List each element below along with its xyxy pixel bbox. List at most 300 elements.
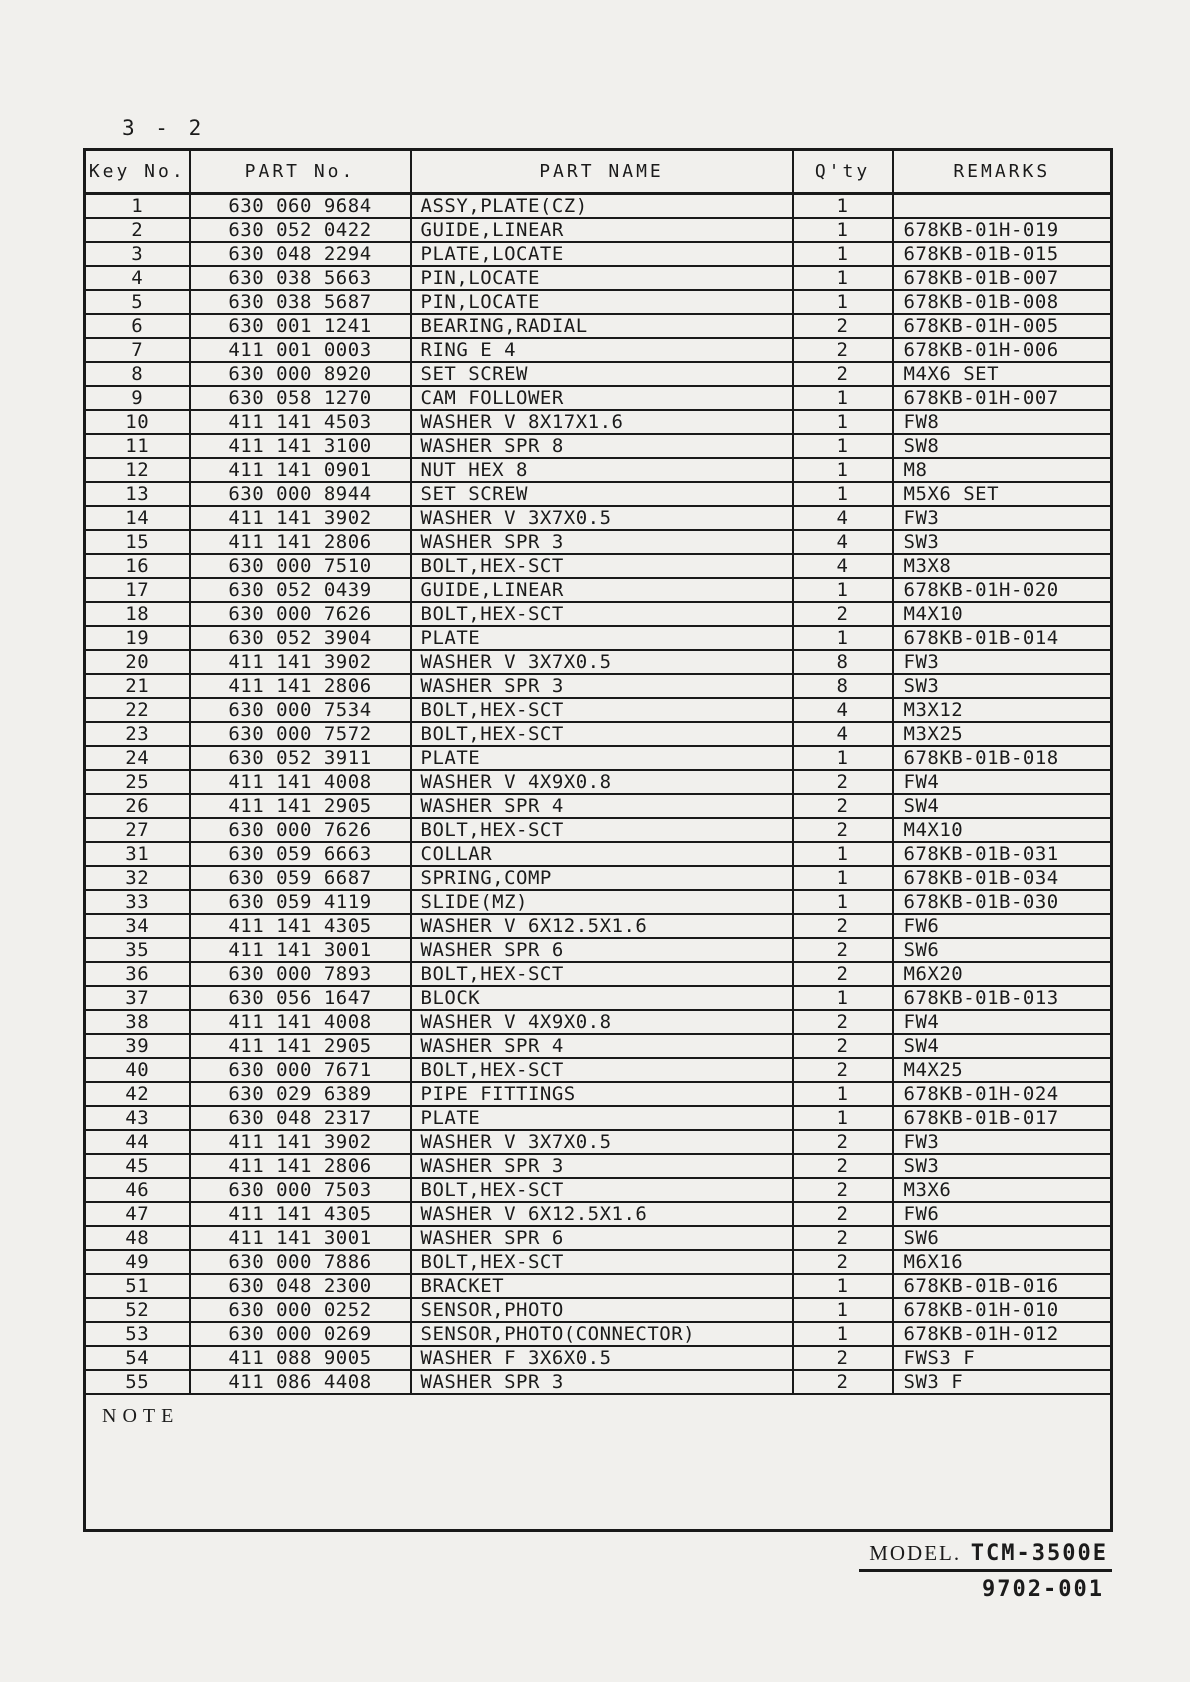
part-name-cell: BOLT,HEX-SCT [411, 818, 793, 842]
qty-cell: 1 [793, 890, 893, 914]
remarks-cell: M4X10 [893, 602, 1112, 626]
part-name-cell: BOLT,HEX-SCT [411, 1178, 793, 1202]
key-no-cell: 49 [85, 1250, 190, 1274]
remarks-cell: 678KB-01B-015 [893, 242, 1112, 266]
table-row [85, 410, 1112, 434]
remarks-cell: 678KB-01B-007 [893, 266, 1112, 290]
part-no-cell: 411 001 0003 [190, 338, 411, 362]
part-no-cell: 630 000 8944 [190, 482, 411, 506]
key-no-cell: 55 [85, 1370, 190, 1394]
qty-cell: 2 [793, 1154, 893, 1178]
part-no-cell: 630 056 1647 [190, 986, 411, 1010]
remarks-cell: M6X20 [893, 962, 1112, 986]
remarks-cell: 678KB-01B-017 [893, 1106, 1112, 1130]
part-no-cell: 630 059 6663 [190, 842, 411, 866]
qty-cell: 4 [793, 722, 893, 746]
key-no-cell: 47 [85, 1202, 190, 1226]
remarks-cell: 678KB-01H-012 [893, 1322, 1112, 1346]
part-no-cell: 411 141 2905 [190, 1034, 411, 1058]
note-label: NOTE [85, 1394, 1112, 1530]
part-name-cell: BOLT,HEX-SCT [411, 1058, 793, 1082]
part-no-cell: 630 000 0269 [190, 1322, 411, 1346]
table-row [85, 1106, 1112, 1130]
remarks-cell: SW6 [893, 1226, 1112, 1250]
key-no-cell: 44 [85, 1130, 190, 1154]
part-name-cell: WASHER V 3X7X0.5 [411, 650, 793, 674]
part-name-cell: WASHER SPR 6 [411, 1226, 793, 1250]
key-no-cell: 2 [85, 218, 190, 242]
model-line [859, 1541, 1112, 1572]
qty-cell: 8 [793, 674, 893, 698]
key-no-cell: 23 [85, 722, 190, 746]
qty-cell: 2 [793, 602, 893, 626]
part-no-cell: 630 000 7534 [190, 698, 411, 722]
part-no-cell: 630 052 3904 [190, 626, 411, 650]
part-name-cell: NUT HEX 8 [411, 458, 793, 482]
table-row [85, 1154, 1112, 1178]
part-no-cell: 411 086 4408 [190, 1370, 411, 1394]
part-name-cell: SENSOR,PHOTO(CONNECTOR) [411, 1322, 793, 1346]
part-no-cell: 630 052 0422 [190, 218, 411, 242]
part-name-cell: WASHER V 6X12.5X1.6 [411, 914, 793, 938]
table-row [85, 602, 1112, 626]
table-row [85, 578, 1112, 602]
remarks-cell: M4X10 [893, 818, 1112, 842]
model-label: MODEL. [869, 1541, 962, 1565]
part-name-cell: RING E 4 [411, 338, 793, 362]
part-no-cell: 630 052 0439 [190, 578, 411, 602]
header-part-name: PART NAME [411, 150, 793, 194]
header-qty: Q'ty [793, 150, 893, 194]
table-row [85, 362, 1112, 386]
part-no-cell: 411 141 4305 [190, 1202, 411, 1226]
header-key-no: Key No. [85, 150, 190, 194]
remarks-cell: 678KB-01B-030 [893, 890, 1112, 914]
key-no-cell: 54 [85, 1346, 190, 1370]
remarks-cell: M6X16 [893, 1250, 1112, 1274]
qty-cell: 2 [793, 1178, 893, 1202]
note-row [85, 1394, 1112, 1530]
qty-cell: 8 [793, 650, 893, 674]
part-name-cell: WASHER V 4X9X0.8 [411, 770, 793, 794]
remarks-cell: FWS3 F [893, 1346, 1112, 1370]
qty-cell: 2 [793, 338, 893, 362]
qty-cell: 2 [793, 1010, 893, 1034]
part-no-cell: 630 048 2300 [190, 1274, 411, 1298]
key-no-cell: 22 [85, 698, 190, 722]
qty-cell: 2 [793, 1370, 893, 1394]
remarks-cell: 678KB-01H-007 [893, 386, 1112, 410]
key-no-cell: 48 [85, 1226, 190, 1250]
table-row [85, 1370, 1112, 1394]
part-no-cell: 630 001 1241 [190, 314, 411, 338]
qty-cell: 2 [793, 914, 893, 938]
part-name-cell: GUIDE,LINEAR [411, 218, 793, 242]
part-no-cell: 630 000 0252 [190, 1298, 411, 1322]
part-name-cell: BOLT,HEX-SCT [411, 602, 793, 626]
part-no-cell: 411 141 3902 [190, 650, 411, 674]
qty-cell: 4 [793, 506, 893, 530]
key-no-cell: 46 [85, 1178, 190, 1202]
remarks-cell: SW6 [893, 938, 1112, 962]
remarks-cell: M8 [893, 458, 1112, 482]
part-name-cell: BOLT,HEX-SCT [411, 962, 793, 986]
part-no-cell: 630 048 2317 [190, 1106, 411, 1130]
part-no-cell: 630 000 7572 [190, 722, 411, 746]
part-name-cell: BOLT,HEX-SCT [411, 698, 793, 722]
table-row [85, 242, 1112, 266]
key-no-cell: 17 [85, 578, 190, 602]
remarks-cell: 678KB-01B-013 [893, 986, 1112, 1010]
page-number: 3 - 2 [122, 116, 206, 140]
part-no-cell: 630 000 7626 [190, 602, 411, 626]
table-row [85, 506, 1112, 530]
qty-cell: 4 [793, 530, 893, 554]
remarks-cell: FW6 [893, 914, 1112, 938]
parts-table [83, 148, 1113, 1532]
part-name-cell: GUIDE,LINEAR [411, 578, 793, 602]
key-no-cell: 24 [85, 746, 190, 770]
remarks-cell: M3X12 [893, 698, 1112, 722]
qty-cell: 1 [793, 866, 893, 890]
part-name-cell: SLIDE(MZ) [411, 890, 793, 914]
key-no-cell: 11 [85, 434, 190, 458]
qty-cell: 1 [793, 386, 893, 410]
remarks-cell: FW3 [893, 506, 1112, 530]
table-footer [85, 1394, 1112, 1530]
key-no-cell: 9 [85, 386, 190, 410]
qty-cell: 2 [793, 1346, 893, 1370]
key-no-cell: 26 [85, 794, 190, 818]
part-name-cell: CAM FOLLOWER [411, 386, 793, 410]
part-name-cell: WASHER SPR 4 [411, 1034, 793, 1058]
remarks-cell: SW8 [893, 434, 1112, 458]
key-no-cell: 40 [85, 1058, 190, 1082]
table-row [85, 458, 1112, 482]
qty-cell: 1 [793, 746, 893, 770]
key-no-cell: 45 [85, 1154, 190, 1178]
table-row [85, 674, 1112, 698]
qty-cell: 1 [793, 1298, 893, 1322]
qty-cell: 1 [793, 410, 893, 434]
key-no-cell: 12 [85, 458, 190, 482]
table-row [85, 794, 1112, 818]
part-no-cell: 630 000 8920 [190, 362, 411, 386]
part-no-cell: 630 038 5687 [190, 290, 411, 314]
remarks-cell: M4X6 SET [893, 362, 1112, 386]
part-name-cell: WASHER SPR 8 [411, 434, 793, 458]
remarks-cell: SW4 [893, 1034, 1112, 1058]
qty-cell: 1 [793, 1274, 893, 1298]
remarks-cell: 678KB-01H-024 [893, 1082, 1112, 1106]
table-row [85, 938, 1112, 962]
qty-cell: 1 [793, 842, 893, 866]
qty-cell: 2 [793, 938, 893, 962]
table-row [85, 1226, 1112, 1250]
key-no-cell: 51 [85, 1274, 190, 1298]
qty-cell: 2 [793, 1226, 893, 1250]
key-no-cell: 52 [85, 1298, 190, 1322]
table-row [85, 986, 1112, 1010]
part-name-cell: BOLT,HEX-SCT [411, 1250, 793, 1274]
remarks-cell: FW4 [893, 770, 1112, 794]
part-no-cell: 630 052 3911 [190, 746, 411, 770]
key-no-cell: 35 [85, 938, 190, 962]
qty-cell: 1 [793, 1082, 893, 1106]
table-row [85, 266, 1112, 290]
key-no-cell: 21 [85, 674, 190, 698]
remarks-cell: 678KB-01B-034 [893, 866, 1112, 890]
part-no-cell: 630 000 7503 [190, 1178, 411, 1202]
key-no-cell: 33 [85, 890, 190, 914]
table-row [85, 1202, 1112, 1226]
qty-cell: 1 [793, 266, 893, 290]
part-name-cell: SET SCREW [411, 482, 793, 506]
remarks-cell: SW3 [893, 674, 1112, 698]
part-no-cell: 411 141 3902 [190, 506, 411, 530]
key-no-cell: 31 [85, 842, 190, 866]
qty-cell: 1 [793, 242, 893, 266]
part-no-cell: 630 000 7671 [190, 1058, 411, 1082]
part-no-cell: 411 141 4008 [190, 770, 411, 794]
key-no-cell: 25 [85, 770, 190, 794]
part-name-cell: BOLT,HEX-SCT [411, 554, 793, 578]
part-name-cell: PIN,LOCATE [411, 290, 793, 314]
remarks-cell: SW3 [893, 530, 1112, 554]
part-no-cell: 630 048 2294 [190, 242, 411, 266]
qty-cell: 1 [793, 626, 893, 650]
qty-cell: 1 [793, 458, 893, 482]
part-name-cell: BEARING,RADIAL [411, 314, 793, 338]
qty-cell: 1 [793, 482, 893, 506]
part-no-cell: 630 059 6687 [190, 866, 411, 890]
table-row [85, 650, 1112, 674]
table-row [85, 314, 1112, 338]
qty-cell: 2 [793, 770, 893, 794]
qty-cell: 1 [793, 578, 893, 602]
table-row [85, 1010, 1112, 1034]
part-name-cell: WASHER V 3X7X0.5 [411, 1130, 793, 1154]
qty-cell: 1 [793, 1322, 893, 1346]
key-no-cell: 10 [85, 410, 190, 434]
part-no-cell: 411 141 2806 [190, 530, 411, 554]
qty-cell: 2 [793, 1202, 893, 1226]
table-row [85, 770, 1112, 794]
part-name-cell: BOLT,HEX-SCT [411, 722, 793, 746]
part-name-cell: WASHER SPR 3 [411, 1154, 793, 1178]
qty-cell: 2 [793, 314, 893, 338]
part-no-cell: 411 141 2806 [190, 674, 411, 698]
part-name-cell: WASHER V 3X7X0.5 [411, 506, 793, 530]
remarks-cell: 678KB-01H-010 [893, 1298, 1112, 1322]
remarks-cell [893, 194, 1112, 219]
table-row [85, 1298, 1112, 1322]
part-no-cell: 411 141 4305 [190, 914, 411, 938]
table-row [85, 386, 1112, 410]
key-no-cell: 14 [85, 506, 190, 530]
qty-cell: 1 [793, 218, 893, 242]
part-name-cell: SET SCREW [411, 362, 793, 386]
qty-cell: 4 [793, 554, 893, 578]
qty-cell: 2 [793, 962, 893, 986]
key-no-cell: 38 [85, 1010, 190, 1034]
key-no-cell: 27 [85, 818, 190, 842]
remarks-cell: SW4 [893, 794, 1112, 818]
key-no-cell: 37 [85, 986, 190, 1010]
qty-cell: 1 [793, 290, 893, 314]
table-row [85, 218, 1112, 242]
part-no-cell: 411 141 3001 [190, 938, 411, 962]
part-name-cell: PLATE [411, 626, 793, 650]
table-row [85, 818, 1112, 842]
part-name-cell: PIPE FITTINGS [411, 1082, 793, 1106]
part-name-cell: WASHER SPR 4 [411, 794, 793, 818]
part-name-cell: ASSY,PLATE(CZ) [411, 194, 793, 219]
table-row [85, 530, 1112, 554]
remarks-cell: FW6 [893, 1202, 1112, 1226]
table-row [85, 842, 1112, 866]
key-no-cell: 5 [85, 290, 190, 314]
qty-cell: 1 [793, 434, 893, 458]
part-no-cell: 411 141 0901 [190, 458, 411, 482]
part-name-cell: WASHER V 8X17X1.6 [411, 410, 793, 434]
part-no-cell: 630 000 7886 [190, 1250, 411, 1274]
key-no-cell: 34 [85, 914, 190, 938]
table-body [85, 194, 1112, 1395]
remarks-cell: FW3 [893, 650, 1112, 674]
part-no-cell: 411 141 4008 [190, 1010, 411, 1034]
remarks-cell: 678KB-01H-006 [893, 338, 1112, 362]
table-row [85, 1130, 1112, 1154]
table-row [85, 1250, 1112, 1274]
qty-cell: 1 [793, 1106, 893, 1130]
remarks-cell: 678KB-01B-008 [893, 290, 1112, 314]
key-no-cell: 18 [85, 602, 190, 626]
part-no-cell: 411 141 3100 [190, 434, 411, 458]
part-name-cell: WASHER V 6X12.5X1.6 [411, 1202, 793, 1226]
table-row [85, 626, 1112, 650]
header-part-no: PART No. [190, 150, 411, 194]
table-row [85, 1034, 1112, 1058]
part-no-cell: 630 000 7893 [190, 962, 411, 986]
part-name-cell: PLATE [411, 1106, 793, 1130]
remarks-cell: 678KB-01B-031 [893, 842, 1112, 866]
remarks-cell: 678KB-01H-019 [893, 218, 1112, 242]
part-name-cell: PLATE [411, 746, 793, 770]
part-no-cell: 411 141 2905 [190, 794, 411, 818]
table-row [85, 914, 1112, 938]
table-row [85, 194, 1112, 219]
remarks-cell: 678KB-01B-018 [893, 746, 1112, 770]
table-row [85, 338, 1112, 362]
qty-cell: 2 [793, 362, 893, 386]
key-no-cell: 36 [85, 962, 190, 986]
remarks-cell: M4X25 [893, 1058, 1112, 1082]
part-name-cell: PLATE,LOCATE [411, 242, 793, 266]
part-name-cell: PIN,LOCATE [411, 266, 793, 290]
key-no-cell: 13 [85, 482, 190, 506]
part-no-cell: 630 000 7626 [190, 818, 411, 842]
qty-cell: 2 [793, 794, 893, 818]
qty-cell: 1 [793, 986, 893, 1010]
part-name-cell: SENSOR,PHOTO [411, 1298, 793, 1322]
remarks-cell: M3X25 [893, 722, 1112, 746]
header-remarks: REMARKS [893, 150, 1112, 194]
table-row [85, 1322, 1112, 1346]
table-row [85, 746, 1112, 770]
remarks-cell: FW4 [893, 1010, 1112, 1034]
key-no-cell: 4 [85, 266, 190, 290]
part-no-cell: 630 029 6389 [190, 1082, 411, 1106]
qty-cell: 2 [793, 1034, 893, 1058]
part-no-cell: 411 141 2806 [190, 1154, 411, 1178]
table-row [85, 1082, 1112, 1106]
key-no-cell: 15 [85, 530, 190, 554]
model-value: TCM-3500E [970, 1541, 1108, 1566]
part-name-cell: COLLAR [411, 842, 793, 866]
part-no-cell: 630 058 1270 [190, 386, 411, 410]
key-no-cell: 3 [85, 242, 190, 266]
key-no-cell: 16 [85, 554, 190, 578]
part-name-cell: WASHER SPR 6 [411, 938, 793, 962]
doc-number: 9702-001 [982, 1577, 1104, 1602]
key-no-cell: 39 [85, 1034, 190, 1058]
remarks-cell: 678KB-01H-005 [893, 314, 1112, 338]
table-row [85, 890, 1112, 914]
key-no-cell: 1 [85, 194, 190, 219]
part-name-cell: SPRING,COMP [411, 866, 793, 890]
model-block [859, 1541, 1112, 1602]
key-no-cell: 19 [85, 626, 190, 650]
key-no-cell: 20 [85, 650, 190, 674]
key-no-cell: 53 [85, 1322, 190, 1346]
remarks-cell: 678KB-01B-016 [893, 1274, 1112, 1298]
part-name-cell: BRACKET [411, 1274, 793, 1298]
remarks-cell: SW3 [893, 1154, 1112, 1178]
part-no-cell: 411 141 4503 [190, 410, 411, 434]
table-row [85, 434, 1112, 458]
part-no-cell: 630 000 7510 [190, 554, 411, 578]
qty-cell: 4 [793, 698, 893, 722]
key-no-cell: 32 [85, 866, 190, 890]
key-no-cell: 7 [85, 338, 190, 362]
table-row [85, 1058, 1112, 1082]
part-name-cell: BLOCK [411, 986, 793, 1010]
table-row [85, 554, 1112, 578]
part-no-cell: 411 088 9005 [190, 1346, 411, 1370]
key-no-cell: 42 [85, 1082, 190, 1106]
table-row [85, 962, 1112, 986]
remarks-cell: M3X8 [893, 554, 1112, 578]
key-no-cell: 8 [85, 362, 190, 386]
table-row [85, 866, 1112, 890]
part-name-cell: WASHER V 4X9X0.8 [411, 1010, 793, 1034]
remarks-cell: FW8 [893, 410, 1112, 434]
part-no-cell: 411 141 3001 [190, 1226, 411, 1250]
qty-cell: 2 [793, 1130, 893, 1154]
part-no-cell: 411 141 3902 [190, 1130, 411, 1154]
key-no-cell: 43 [85, 1106, 190, 1130]
table-row [85, 290, 1112, 314]
remarks-cell: FW3 [893, 1130, 1112, 1154]
remarks-cell: M5X6 SET [893, 482, 1112, 506]
table-row [85, 1274, 1112, 1298]
remarks-cell: 678KB-01H-020 [893, 578, 1112, 602]
table-row [85, 1178, 1112, 1202]
part-name-cell: WASHER SPR 3 [411, 1370, 793, 1394]
part-no-cell: 630 060 9684 [190, 194, 411, 219]
key-no-cell: 6 [85, 314, 190, 338]
